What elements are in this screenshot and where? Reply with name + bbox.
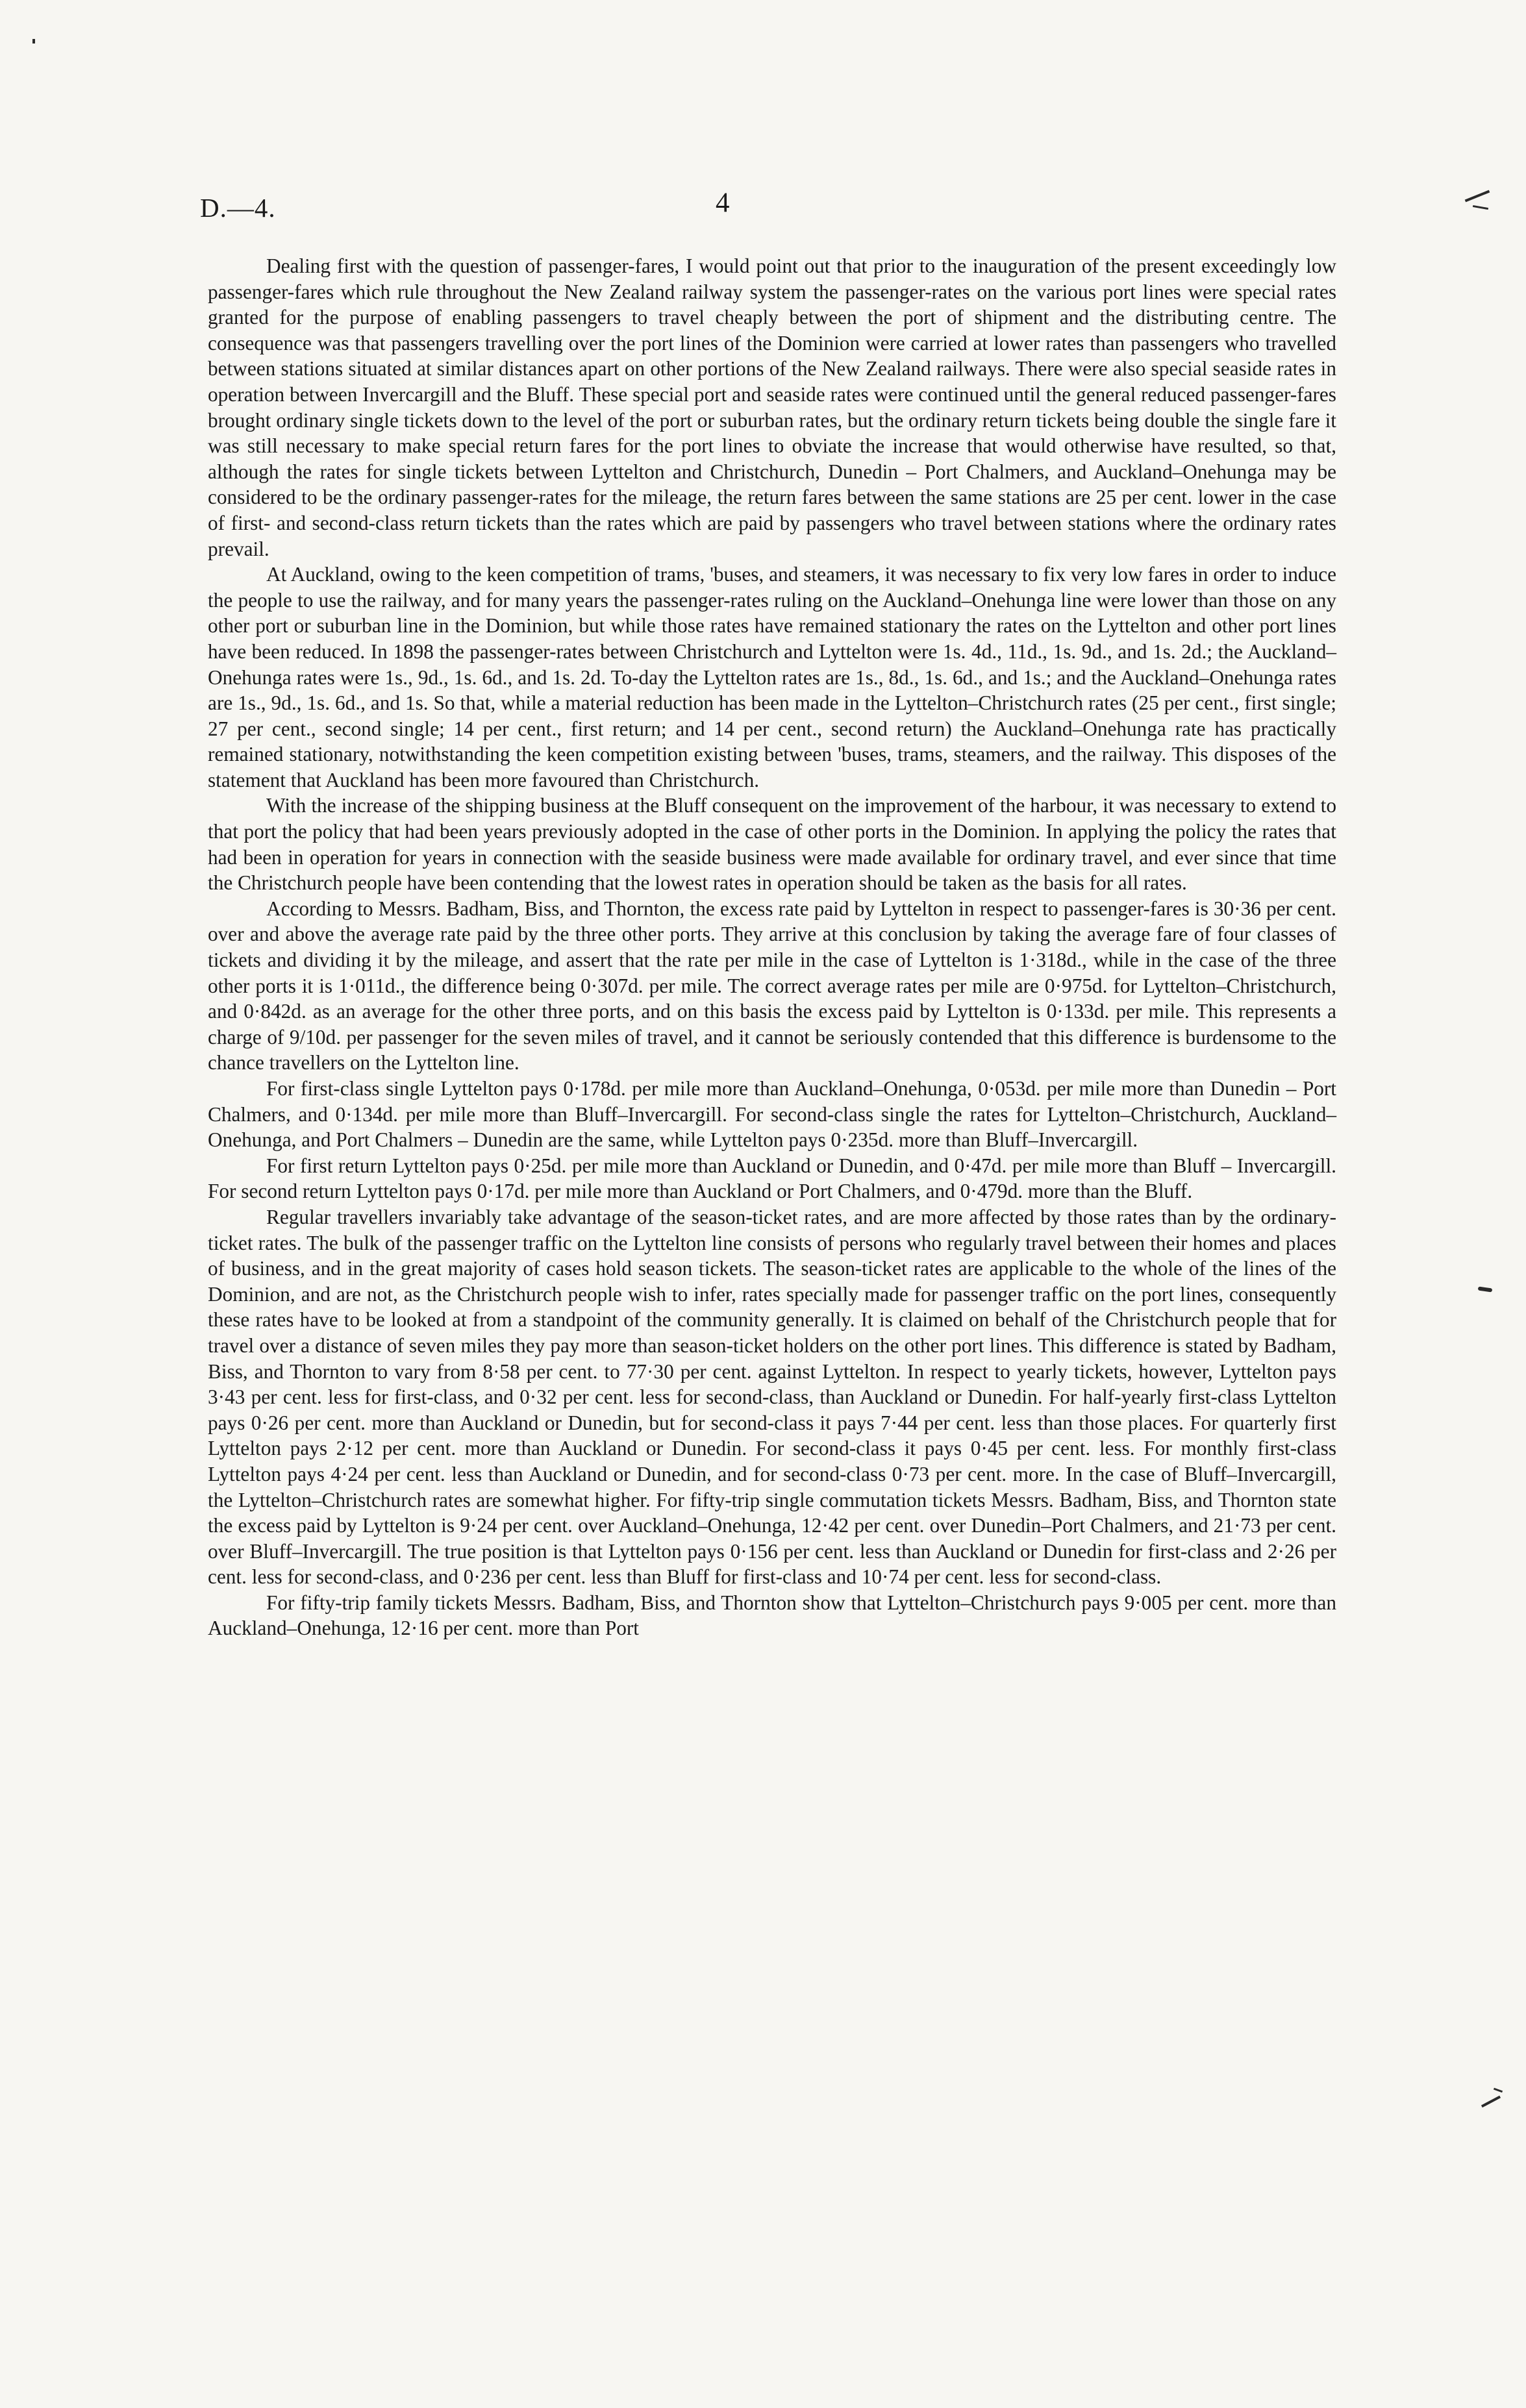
paragraph: Dealing first with the question of passenger-fares, I would point out that prior to the inauguration of the present exceedingly low passenger-fares which rule throughout the New Zealand railway system the passenger-rates on the various port lines were special rates granted for the purpose of enabling passengers to travel cheaply between the port of shipment and the distributing centre. The consequence was that passengers travelling over the port lines of the Dominion were carried at lower rates than passengers who travelled between stations situated at similar distances apart on other portions of the New Zealand railways. There were also special seaside rates in operation between Invercargill and the Bluff. These special port and seaside rates were continued until the general reduced passenger-fares brought ordinary single tickets down to the level of the port or suburban rates, but the ordinary return tickets being double the single fare it was still necessary to make special return fares for the port lines to obviate the increase that would otherwise have resulted, so that, although the rates for single tickets between Lyttelton and Christchurch, Dunedin – Port Chalmers, and Auckland–Onehunga may be considered to be the ordinary passenger-rates for the mileage, the return fares between the same stations are 25 per cent. lower in the case of first- and second-class return tickets than the rates which are paid by passengers who travel between stations where the ordinary rates prevail. <box>208 254 1336 560</box>
paragraph: For fifty-trip family tickets Messrs. Badham, Biss, and Thornton show that Lyttelton–Christchurch pays 9·005 per cent. more than Auckland–Onehunga, 12·16 per cent. more than Port <box>208 1591 1336 1640</box>
paragraph: Regular travellers invariably take advantage of the season-ticket rates, and are more affected by those rates than by the ordinary-ticket rates. The bulk of the passenger traffic on the Lyttelton line consists of persons who regularly travel between their homes and places of business, and in the great majority of cases hold season tickets. The season-ticket rates are applicable to the whole of the lines of the Dominion, and are not, as the Christchurch people wish to infer, rates specially made for passenger traffic on the port lines, consequently these rates have to be looked at from a standpoint of the community generally. It is claimed on behalf of the Christchurch people that for travel over a distance of seven miles they pay more than season-ticket holders on the other port lines. This difference is stated by Badham, Biss, and Thornton to vary from 8·58 per cent. to 77·30 per cent. against Lyttelton. In respect to yearly tickets, however, Lyttelton pays 3·43 per cent. less for first-class, and 0·32 per cent. less for second-class, than Auckland or Dunedin. For half-yearly first-class Lyttelton pays 0·26 per cent. more than Auckland or Dunedin, but for second-class it pays 7·44 per cent. less than those places. For quarterly first Lyttelton pays 2·12 per cent. more than Auckland or Dunedin. For second-class it pays 0·45 per cent. less. For monthly first-class Lyttelton pays 4·24 per cent. less than Auckland or Dunedin, and for second-class 0·73 per cent. more. In the case of Bluff–Invercargill, the Lyttelton–Christchurch rates are somewhat higher. For fifty-trip single commutation tickets Messrs. Badham, Biss, and Thornton state the excess paid by Lyttelton is 9·24 per cent. over Auckland–Onehunga, 12·42 per cent. over Dunedin–Port Chalmers, and 21·73 per cent. over Bluff–Invercargill. The true position is that Lyttelton pays 0·156 per cent. less than Auckland or Dunedin for first-class and 2·26 per cent. less for second-class, and 0·236 per cent. less than Bluff for first-class and 10·74 per cent. less for second-class. <box>208 1205 1336 1589</box>
body-text <box>208 253 1336 1641</box>
paragraph: At Auckland, owing to the keen competition of trams, 'buses, and steamers, it was necessary to fix very low fares in order to induce the people to use the railway, and for many years the passenger-rates ruling on the Auckland–Onehunga line were lower than those on any other port or suburban line in the Dominion, but while those rates have remained stationary the rates on the Lyttelton and other port lines have been reduced. In 1898 the passenger-rates between Christchurch and Lyttelton were 1s. 4d., 11d., 1s. 9d., and 1s. 2d.; the Auckland–Onehunga rates were 1s., 9d., 1s. 6d., and 1s. 2d. To-day the Lyttelton rates are 1s., 8d., 1s. 6d., and 1s.; and the Auckland–Onehunga rates are 1s., 9d., 1s. 6d., and 1s. So that, while a material reduction has been made in the Lyttelton–Christchurch rates (25 per cent., first single; 27 per cent., second single; 14 per cent., first return; and 14 per cent., second return) the Auckland–Onehunga rate has practically remained stationary, notwithstanding the keen competition existing between 'buses, trams, steamers, and the railway. This disposes of the statement that Auckland has been more favoured than Christchurch. <box>208 563 1336 791</box>
margin-pointer-mark <box>1481 2096 1501 2108</box>
margin-pointer-mark <box>1494 2088 1503 2093</box>
paragraph: For first return Lyttelton pays 0·25d. per mile more than Auckland or Dunedin, and 0·47d. per mile more than Bluff – Invercargill. For second return Lyttelton pays 0·17d. per mile more than Auckland or Port Chalmers, and 0·479d. more than the Bluff. <box>208 1154 1336 1203</box>
margin-pointer-mark <box>1478 1286 1493 1292</box>
page-reference: D.—4. <box>200 193 276 223</box>
scan-speck <box>32 39 35 43</box>
margin-pointer-mark <box>1473 205 1488 210</box>
paragraph: For first-class single Lyttelton pays 0·178d. per mile more than Auckland–Onehunga, 0·053d. per mile more than Dunedin – Port Chalmers, and 0·134d. per mile more than Bluff–Invercargill. For second-class single the rates for Lyttelton–Christchurch, Auckland–Onehunga, and Port Chalmers – Dunedin are the same, while Lyttelton pays 0·235d. more than Bluff–Invercargill. <box>208 1077 1336 1152</box>
page-number: 4 <box>716 188 730 218</box>
paragraph: According to Messrs. Badham, Biss, and Thornton, the excess rate paid by Lyttelton in respect to passenger-fares is 30·36 per cent. over and above the average rate paid by the three other ports. They arrive at this conclusion by taking the average fare of four classes of tickets and dividing it by the mileage, and assert that the rate per mile in the case of Lyttelton is 1·318d., while in the case of the three other ports it is 1·011d., the difference being 0·307d. per mile. The correct average rates per mile are 0·975d. for Lyttelton–Christchurch, and 0·842d. as an average for the other three ports, and on this basis the excess paid by Lyttelton is 0·133d. per mile. This represents a charge of 9/10d. per passenger for the seven miles of travel, and it cannot be seriously contended that this difference is burdensome to the chance travellers on the Lyttelton line. <box>208 897 1336 1074</box>
margin-pointer-mark <box>1465 190 1490 203</box>
paragraph: With the increase of the shipping business at the Bluff consequent on the improvement of the harbour, it was necessary to extend to that port the policy that had been years previously adopted in the case of other ports in the Dominion. In applying the policy the rates that had been in operation for years in connection with the seaside business were made available for ordinary travel, and ever since that time the Christchurch people have been contending that the lowest rates in operation should be taken as the basis for all rates. <box>208 794 1336 895</box>
